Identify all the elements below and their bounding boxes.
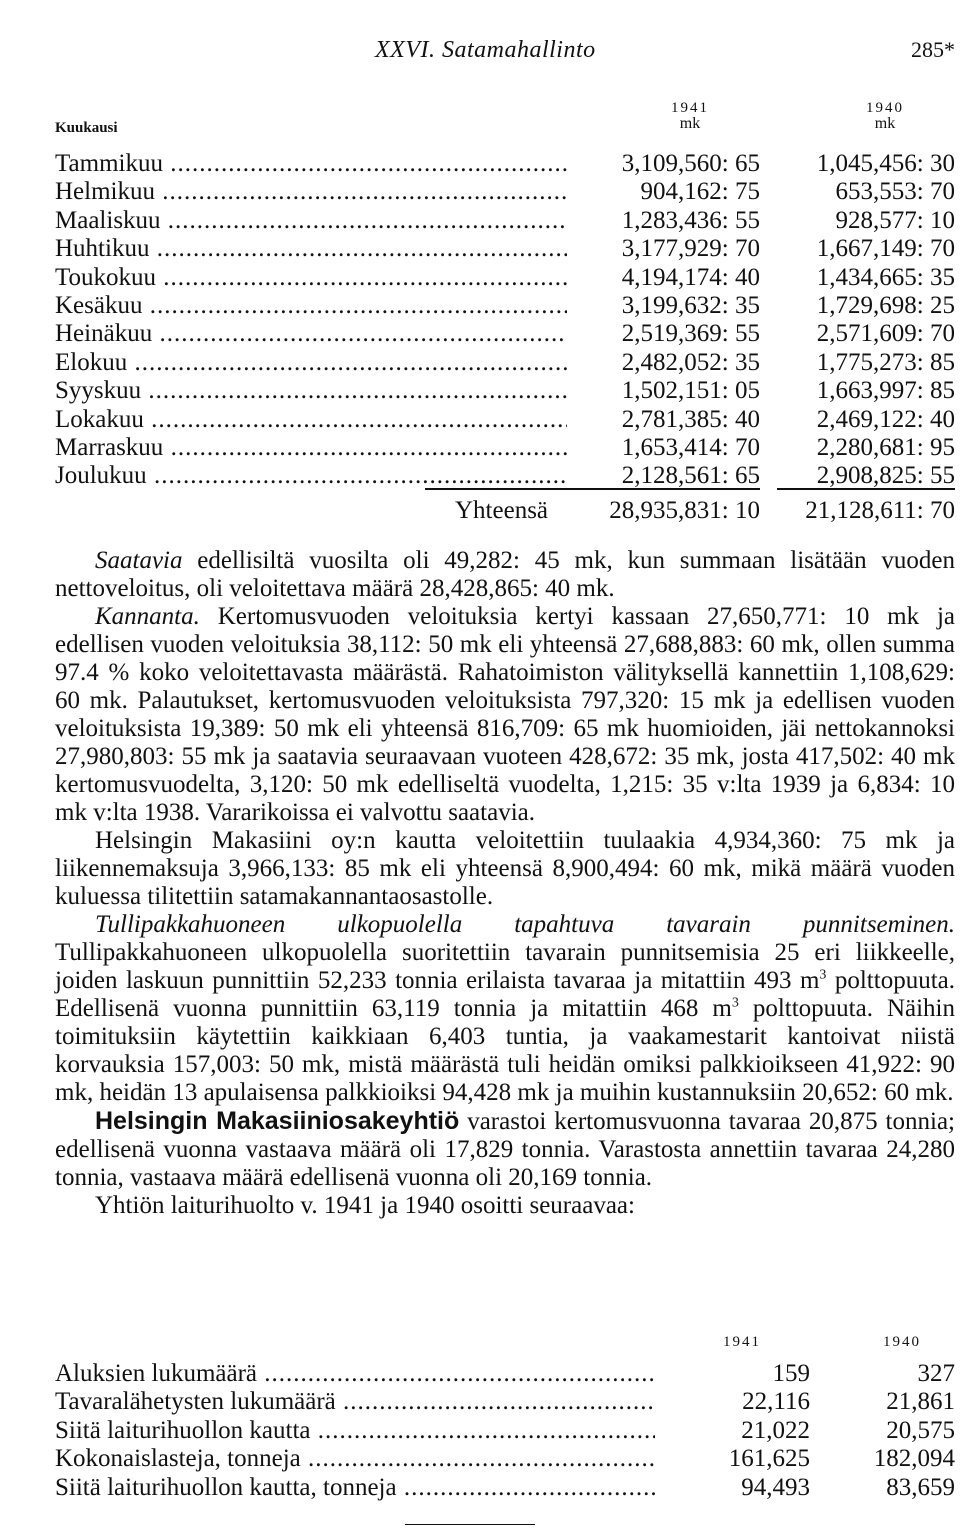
total-1941: 28,935,831: 10	[609, 497, 760, 524]
table-row	[55, 434, 955, 462]
col-1941-unit: mk	[679, 115, 701, 132]
value-1940: 2,571,609: 70	[816, 320, 955, 348]
table-row	[55, 406, 955, 434]
col-1941-header	[620, 100, 760, 132]
value-1940: 928,577: 10	[835, 206, 955, 234]
table-row	[55, 150, 955, 178]
kannanta-heading: Kannanta.	[95, 603, 200, 630]
row-label: Tavaralähetysten lukumäärä .....	[55, 1388, 655, 1416]
body-text	[55, 547, 955, 1220]
row-label: Aluksien lukumäärä .....	[55, 1360, 655, 1388]
laiturihuolto-text: Yhtiön laiturihuolto v. 1941 ja 1940 osoitti seuraavaa:	[95, 1192, 635, 1219]
saatavia-text: edellisiltä vuosilta oli 49,282: 45 mk, kun summaan lisätään vuoden nettoveloitus, oli veloitettava määrä 28,428,865: 40 mk.	[55, 547, 955, 602]
paragraph-makasiiniosakeyhtio	[55, 1107, 955, 1192]
value-1941: 159	[769, 1360, 811, 1388]
value-1940: 1,434,665: 35	[816, 263, 955, 291]
month-name: Maaliskuu .....	[55, 207, 567, 235]
table-row	[55, 1388, 955, 1416]
month-name: Syyskuu .....	[55, 377, 567, 405]
month-column-label: Kuukausi	[55, 120, 118, 136]
value-1940: 1,729,698: 25	[816, 291, 955, 319]
value-1941: 2,781,385: 40	[621, 405, 760, 433]
punnitseminen-heading: Tullipakkahuoneen ulkopuolella tapahtuva tavarain punnitseminen.	[95, 911, 955, 938]
value-1940: 2,280,681: 95	[816, 433, 955, 461]
total-label: Yhteensä	[455, 497, 549, 524]
value-1941: 22,116	[738, 1388, 810, 1416]
value-1941: 4,194,174: 40	[621, 263, 760, 291]
punnitseminen-text-c: polttopuuta. Näihin toimituksiin käytettiin kaikkiaan 6,403 tuntia, ja vaakamestarit kantoivat niistä korvauksia 157,003: 50 mk, mistä määrästä tuli heidän omiksi palkkioikseen 41,922: 90 mk, heidän 13 apulaisensa palkkioiksi 94,428 mk ja muihin kustannuksiin 20,652: 60 mk.	[55, 995, 956, 1106]
value-1941: 2,128,561: 65	[621, 462, 760, 490]
value-1941: 21,022	[737, 1417, 810, 1445]
value-1941: 161,625	[725, 1445, 810, 1473]
value-1940: 182,094	[873, 1445, 955, 1473]
value-1941: 1,653,414: 70	[621, 433, 760, 461]
value-1940: 20,575	[886, 1416, 955, 1444]
table-row	[55, 207, 955, 235]
value-1941: 3,109,560: 65	[621, 150, 760, 177]
percent-sign: %	[108, 659, 130, 686]
value-1941: 1,502,151: 05	[621, 377, 760, 405]
paragraph-saatavia	[55, 547, 955, 603]
col-1941-year: 1941	[671, 100, 709, 116]
paragraph-makasiini	[55, 827, 955, 911]
value-1941: 3,199,632: 35	[621, 291, 760, 319]
yearly-table	[55, 1360, 955, 1502]
value-1941: 94,493	[737, 1474, 810, 1502]
month-name: Heinäkuu .....	[55, 320, 567, 348]
month-name: Toukokuu .....	[55, 264, 567, 292]
col-1940-unit: mk	[874, 115, 896, 132]
value-1940: 83,659	[886, 1473, 955, 1501]
value-1941: 3,177,929: 70	[621, 235, 760, 263]
table-row	[55, 377, 955, 405]
superscript-3: 3	[819, 967, 827, 983]
kannanta-text-b: koko veloitettavasta määrästä. Rahatoimiston välityksellä kannettiin 1,108,629: 60 mk. Palautukset, kertomusvuoden veloituksista 797,320: 15 mk ja edellisen vuoden veloituksista 19,389: 50 mk eli yhteensä 816,709: 65 mk huomioiden, jäi nettokannoksi 27,980,803: 55 mk ja saatavia seuraavaan vuoteen 428,672: 35 mk, josta 417,502: 40 mk kertomusvuodelta, 3,120: 50 mk edelliseltä vuodelta, 1,215: 35 v:lta 1939 ja 6,834: 10 mk v:lta 1938. Vararikoissa ei valvottu saatavia.	[55, 659, 955, 826]
value-1940: 21,861	[886, 1388, 955, 1416]
monthly-table	[55, 150, 955, 491]
yearly-col-1941: 1941	[723, 1334, 761, 1350]
page-number: 285*	[911, 37, 955, 62]
running-header	[55, 36, 955, 66]
col-1940-header	[815, 100, 955, 132]
table-row	[55, 1360, 955, 1388]
month-name: Elokuu .....	[55, 349, 567, 377]
superscript-3: 3	[731, 995, 739, 1011]
table-row	[55, 178, 955, 206]
table-row	[55, 1474, 955, 1502]
value-1940: 2,469,122: 40	[816, 405, 955, 433]
table-row	[55, 235, 955, 263]
paragraph-kannanta	[55, 603, 955, 827]
table-row	[55, 320, 955, 348]
paragraph-punnitseminen	[55, 911, 955, 1107]
saatavia-heading: Saatavia	[95, 547, 183, 574]
punnitseminen-text-b: polttopuuta. Edellisenä vuonna punnittiin 63,119 tonnia ja mitattiin 468 m	[55, 967, 955, 1022]
table-row	[55, 264, 955, 292]
value-1940: 1,663,997: 85	[816, 377, 955, 405]
value-1940: 327	[917, 1360, 955, 1387]
sum-rule-1941	[425, 488, 760, 490]
company-name: Helsingin Makasiiniosakeyhtiö	[95, 1107, 460, 1135]
value-1941: 2,519,369: 55	[621, 320, 760, 348]
sum-rule-1940	[777, 488, 955, 490]
yearly-col-1940: 1940	[883, 1334, 921, 1350]
paragraph-laiturihuolto	[55, 1192, 955, 1220]
month-name: Lokakuu .....	[55, 406, 567, 434]
table-row	[55, 349, 955, 377]
month-name: Marraskuu .....	[55, 434, 567, 462]
value-1940: 1,667,149: 70	[816, 235, 955, 263]
footer-rule	[405, 1524, 535, 1525]
yearly-table-header	[55, 1328, 955, 1350]
row-label: Kokonaislasteja, tonneja .....	[55, 1445, 655, 1473]
value-1940: 653,553: 70	[835, 178, 955, 206]
month-name: Tammikuu .....	[55, 150, 567, 178]
month-name: Joulukuu .....	[55, 462, 567, 490]
punnitseminen-text-a: Tullipakkahuoneen ulkopuolella suoritettiin tavarain punnitsemisia 25 eri liikkeelle, joiden laskuun punnittiin 52,233 tonnia erilaista tavaraa ja mitattiin 493 m	[55, 939, 955, 994]
table-row	[55, 292, 955, 320]
value-1940: 2,908,825: 55	[816, 462, 955, 490]
chapter-title: XXVI. Satamahallinto	[375, 37, 596, 63]
value-1941: 904,162: 75	[640, 178, 760, 206]
makasiiniosakeyhtio-text: varastoi kertomusvuonna tavaraa 20,875 tonnia; edellisenä vuonna vastaava määrä oli 17,829 tonnia. Varastosta annettiin tavaraa 24,280 tonnia, vastaava määrä edellisenä vuonna oli 20,169 tonnia.	[55, 1108, 955, 1191]
table-row	[55, 1417, 955, 1445]
value-1941: 2,482,052: 35	[621, 348, 760, 376]
row-label: Siitä laiturihuollon kautta .....	[55, 1417, 655, 1445]
total-row	[55, 497, 955, 527]
value-1941: 1,283,436: 55	[621, 206, 760, 234]
month-name: Huhtikuu .....	[55, 235, 567, 263]
makasiini-text: Helsingin Makasiini oy:n kautta veloitettiin tuulaakia 4,934,360: 75 mk ja liikennemaksuja 3,966,133: 85 mk eli yhteensä 8,900,494: 60 mk, mikä määrä vuoden kuluessa tilitettiin satamakannantaosastolle.	[55, 827, 955, 910]
table-row	[55, 1445, 955, 1473]
kannanta-text-a: Kertomusvuoden veloituksia kertyi kassaan 27,650,771: 10 mk ja edellisen vuoden veloituksia 38,112: 50 mk eli yhteensä 27,688,883: 60 mk, ollen summa 97.4	[55, 603, 955, 686]
value-1940: 1,045,456: 30	[816, 150, 955, 177]
table-row	[55, 462, 955, 490]
col-1940-year: 1940	[866, 100, 904, 116]
monthly-table-header	[55, 100, 955, 144]
month-name: Kesäkuu .....	[55, 292, 567, 320]
row-label: Siitä laiturihuollon kautta, tonneja .....	[55, 1474, 655, 1502]
value-1940: 1,775,273: 85	[816, 348, 955, 376]
month-name: Helmikuu .....	[55, 178, 567, 206]
total-1940: 21,128,611: 70	[805, 497, 955, 524]
